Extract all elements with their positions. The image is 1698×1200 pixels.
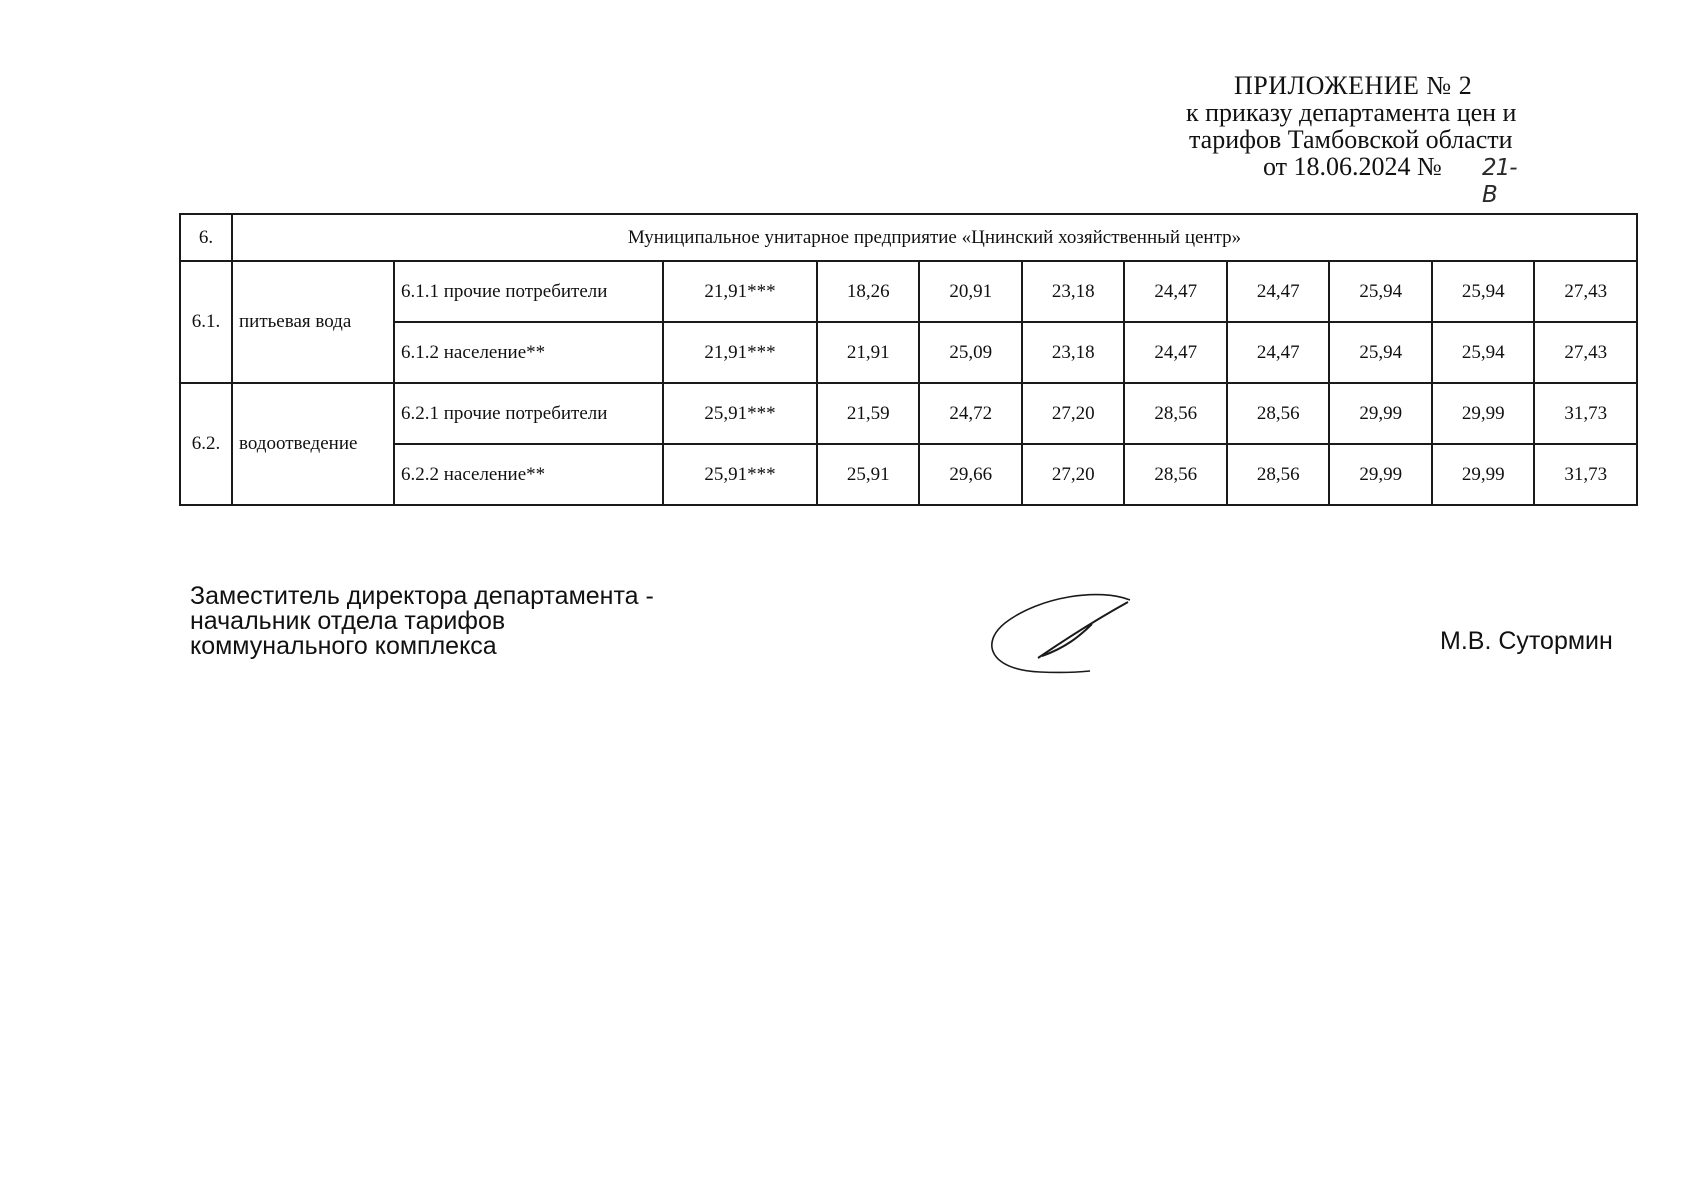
value-cell: 28,56 [1124, 383, 1227, 444]
signature-loop [992, 595, 1130, 673]
row-label: 6.2.1 прочие потребители [394, 383, 663, 444]
value-cell: 20,91 [919, 261, 1022, 322]
order-reference-line: к приказу департамента цен и [1186, 98, 1517, 127]
order-date: от 18.06.2024 № [1263, 152, 1442, 181]
value-cell: 24,47 [1124, 261, 1227, 322]
value-cell: 25,94 [1432, 322, 1535, 383]
order-date-line [1130, 152, 1530, 208]
value-cell: 29,99 [1329, 383, 1432, 444]
value-cell: 24,47 [1124, 322, 1227, 383]
value-cell: 25,91*** [663, 444, 817, 505]
signer-name: М.В. Сутормин [1440, 627, 1613, 655]
position-line: коммунального комплекса [190, 632, 497, 660]
row-label: 6.1.2 население** [394, 322, 663, 383]
table-row [180, 322, 1637, 383]
value-cell: 23,18 [1022, 261, 1125, 322]
value-cell: 27,43 [1534, 261, 1637, 322]
value-cell: 27,20 [1022, 383, 1125, 444]
value-cell: 21,91*** [663, 322, 817, 383]
value-cell: 21,91 [817, 322, 920, 383]
position-line: начальник отдела тарифов [190, 607, 506, 635]
tariff-table [179, 213, 1638, 506]
handwritten-signature [980, 588, 1150, 678]
value-cell: 27,20 [1022, 444, 1125, 505]
value-cell: 25,94 [1329, 322, 1432, 383]
table-row [180, 383, 1637, 444]
appendix-title: ПРИЛОЖЕНИЕ № 2 [1234, 71, 1473, 100]
value-cell: 24,47 [1227, 322, 1330, 383]
value-cell: 24,47 [1227, 261, 1330, 322]
value-cell: 29,66 [919, 444, 1022, 505]
section-title: Муниципальное унитарное предприятие «Цнинский хозяйственный центр» [232, 214, 1637, 261]
position-line: Заместитель директора департамента - [190, 582, 654, 610]
value-cell: 28,56 [1227, 383, 1330, 444]
value-cell: 25,91*** [663, 383, 817, 444]
group-service: питьевая вода [232, 261, 394, 383]
value-cell: 27,43 [1534, 322, 1637, 383]
handwritten-order-number: 21-В [1482, 155, 1517, 208]
group-number: 6.1. [180, 261, 232, 383]
value-cell: 25,09 [919, 322, 1022, 383]
department-line: тарифов Тамбовской области [1189, 125, 1513, 154]
value-cell: 21,91*** [663, 261, 817, 322]
value-cell: 31,73 [1534, 444, 1637, 505]
group-number: 6.2. [180, 383, 232, 505]
section-number: 6. [180, 214, 232, 261]
table-row [180, 261, 1637, 322]
value-cell: 28,56 [1227, 444, 1330, 505]
value-cell: 29,99 [1329, 444, 1432, 505]
table-row [180, 444, 1637, 505]
signatory-position [190, 584, 654, 659]
document-header [1130, 71, 1530, 208]
value-cell: 18,26 [817, 261, 920, 322]
table-section-row [180, 214, 1637, 261]
group-service: водоотведение [232, 383, 394, 505]
value-cell: 24,72 [919, 383, 1022, 444]
value-cell: 25,91 [817, 444, 920, 505]
value-cell: 25,94 [1432, 261, 1535, 322]
value-cell: 31,73 [1534, 383, 1637, 444]
value-cell: 23,18 [1022, 322, 1125, 383]
value-cell: 29,99 [1432, 444, 1535, 505]
value-cell: 29,99 [1432, 383, 1535, 444]
value-cell: 28,56 [1124, 444, 1227, 505]
value-cell: 25,94 [1329, 261, 1432, 322]
row-label: 6.1.1 прочие потребители [394, 261, 663, 322]
row-label: 6.2.2 население** [394, 444, 663, 505]
signature-stroke [1038, 602, 1128, 658]
value-cell: 21,59 [817, 383, 920, 444]
